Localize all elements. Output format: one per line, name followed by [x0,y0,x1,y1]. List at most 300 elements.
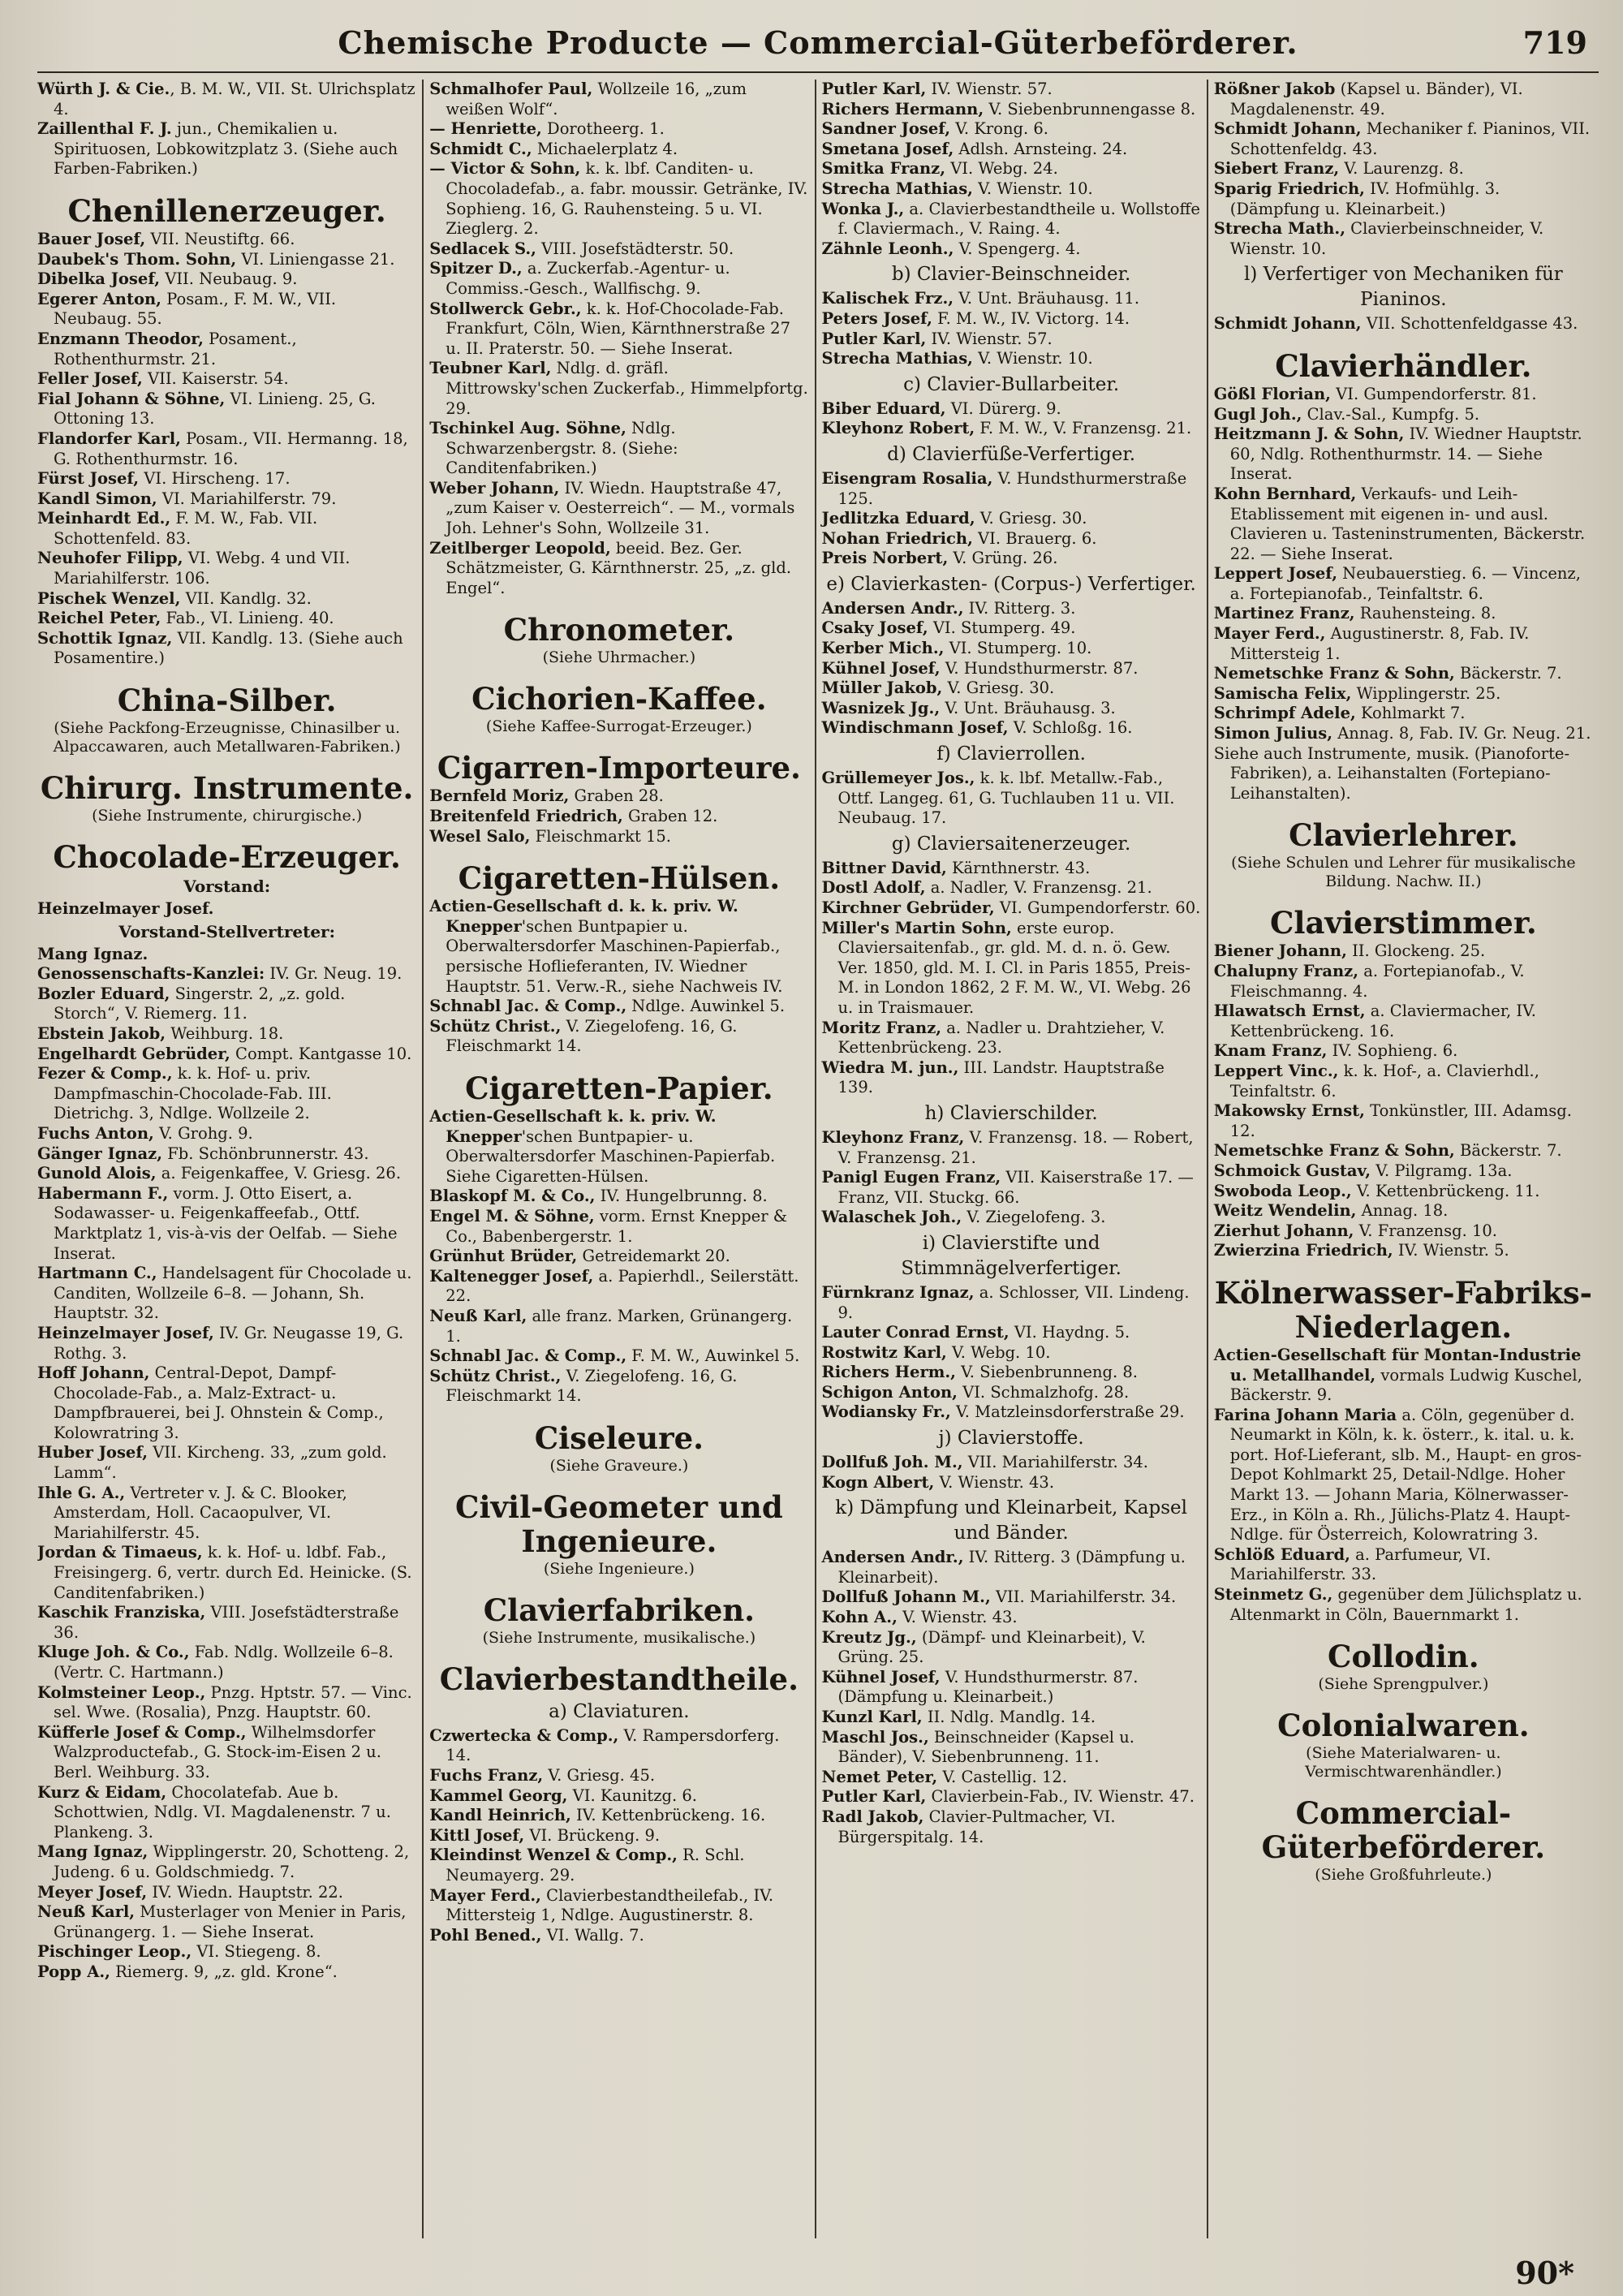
directory-entry [822,718,1201,739]
section-heading: Clavierlehrer. [1289,817,1518,854]
directory-entry [1214,1002,1593,1041]
directory-entry [37,330,416,369]
entry-name: Spitzer D., [429,259,523,278]
directory-entry [429,1766,808,1786]
entry-name: Schrimpf Adele, [1213,704,1356,723]
directory-entry [1214,1161,1593,1182]
entry-details: IV. Wiedner Hauptstr. 60, Ndlg. Rothenthurmstr. 14. — Siehe Inserat. [1229,424,1582,484]
entry-details: V. Grüng. 26. [948,549,1058,568]
column-3 [815,80,1207,2238]
directory-entry [37,1683,416,1723]
directory-entry [822,1807,1201,1847]
directory-entry [822,1363,1201,1383]
entry-name: Fürst Josef, [37,469,140,489]
directory-entry [37,80,416,119]
entry-name: Smetana Josef, [821,139,954,158]
entry-name: Schmoick Gustav, [1213,1161,1371,1180]
directory-entry [429,1726,808,1766]
directory-entry [429,1826,808,1846]
directory-entry [822,769,1201,829]
directory-entry [1214,1201,1593,1221]
entry-name: Andersen Andr., [821,598,964,618]
entry-name: Breitenfeld Friedrich, [429,807,623,826]
entry-name: Wonka J., [821,199,905,218]
directory-entry [822,1402,1201,1423]
section-heading: Clavierhändler. [1275,347,1532,384]
directory-entry [429,419,808,479]
directory-entry [822,529,1201,549]
directory-entry [822,1058,1201,1098]
section-heading: Chronometer. [503,612,735,648]
directory-entry [37,1164,416,1184]
entry-details: Annag. 18. [1356,1201,1449,1221]
entry-details: a. Parfumeur, VI. Mariahilferstr. 33. [1229,1544,1492,1584]
entry-details: V. Ziegelofeng. 16, G. Fleischmarkt 14. [446,1016,738,1056]
entry-name: Kaltenegger Josef, [429,1266,594,1286]
page-header [37,19,1599,73]
entry-name: Kühnel Josef, [821,1667,941,1686]
entry-details: VI. Mariahilferstr. 79. [157,489,337,508]
entry-name: Putler Karl, [821,80,927,98]
entry-details: k. k. Hof-, a. Clavierhdl., Teinfaltstr. 6. [1229,1061,1539,1101]
entry-details: F. M. W., Fab. VII. Schottenfeld. 83. [54,509,318,548]
entry-details: IV. Wienstr. 5. [1393,1241,1509,1260]
entry-details: Ndlg. d. gräfl. Mittrowsky'schen Zuckerfab., Himmelpfortg. 29. [446,359,808,418]
entry-name: Engel M. & Söhne, [429,1206,595,1226]
office-label: Vorstand: [183,877,271,897]
entry-details: erste europ. Claviersaitenfab., gr. gld. M. d. n. ö. Gew. Ver. 1850, gld. M. I. Cl. in Paris 1855, Preis-M. in London 1862, 2 F. M. W., VI. Webg. 26 u. in Traismauer. [837,918,1191,1017]
entry-name: Kühnel Josef, [821,658,941,678]
directory-entry [37,1324,416,1363]
directory-entry [37,609,416,629]
page-number: 719 [1522,24,1587,61]
entry-details: V. Kettenbrückeng. 11. [1351,1181,1540,1200]
directory-entry [822,1473,1201,1493]
entry-name: Kurz & Eidam, [37,1782,167,1802]
entry-details: V. Franzensg. 18. — Robert, V. Franzensg. 21. [837,1127,1194,1167]
entry-details: Bäckerstr. 7. [1454,1141,1562,1161]
entry-details: Augustinerstr. 8, Fab. IV. Mittersteig 1. [1229,624,1530,663]
entry-details: a. Feigenkaffee, V. Griesg. 26. [156,1164,402,1183]
entry-details: V. Unt. Bräuhausg. 11. [954,289,1140,308]
entry-name: Mang Ignaz. [37,944,149,963]
entry-details: a. Cöln, gegenüber d. Neumarkt in Köln, k. k. österr., k. ital. u. k. port. Hof-Lieferant, slb. M., Haupt- en gros-Depot Kohlmarkt 25, Detail-Ndlge. Hoher Markt 13. — Johann Maria, Kölnerwasser-Erz., in Köln a. Rh., Jülichs-Platz 4. Haupt-Ndlge. für Österreich, Kolowratring 3. [1229,1405,1582,1544]
directory-entry [822,1343,1201,1363]
directory-entry [1214,962,1593,1002]
directory-entry [822,549,1201,569]
directory-entry [822,699,1201,719]
entry-details: VI. Stumperg. 49. [928,618,1076,638]
section-heading: Civil-Geometer und Ingenieure. [455,1488,783,1559]
entry-details: vorm. J. Otto Eisert, a. Sodawasser- u. Feigenkaffeefab., Ottf. Marktplatz 1, vis-à-vis der Oelfab. — Siehe Inserat. [54,1183,398,1263]
entry-name: Preis Norbert, [821,549,949,568]
entry-name: Schlöß Eduard, [1213,1544,1350,1564]
directory-entry [1214,1545,1593,1585]
entry-name: Andersen Andr., [821,1548,964,1567]
subsection-heading: b) Clavier-Beinschneider. [891,264,1131,286]
directory-entry [37,549,416,588]
entry-name: Actien-Gesellschaft d. k. k. priv. W. Knepper [429,897,738,936]
directory-entry [822,859,1201,879]
section-heading: Cigaretten-Papier. [465,1070,773,1106]
entry-name: Siebert Franz, [1213,159,1340,179]
directory-entry [429,1267,808,1307]
directory-entry [429,299,808,360]
directory-entry [1214,744,1593,804]
entry-name: Richers Hermann, [821,99,984,118]
entry-name: Gunold Alois, [37,1164,157,1183]
entry-name: Hartmann C., [37,1264,157,1283]
entry-name: Kirchner Gebrüder, [821,898,995,917]
directory-entry [1214,724,1593,744]
entry-name: Schütz Christ., [429,1016,562,1036]
directory-entry [822,1587,1201,1608]
entry-details: VI. Gumpendorferstr. 60. [994,898,1201,917]
cross-reference: (Siehe Instrumente, musikalische.) [482,1628,756,1647]
entry-name: Actien-Gesellschaft für Montan-Industrie u. Metallhandel, [1213,1345,1582,1385]
entry-name: Kolmsteiner Leop., [37,1682,206,1702]
entry-details: VII. Kaiserstr. 54. [142,369,289,389]
directory-entry [1214,1346,1593,1406]
cross-reference: (Siehe Kaffee-Surrogat-Erzeuger.) [485,717,752,736]
directory-entry [822,1383,1201,1403]
entry-name: Miller's Martin Sohn, [821,918,1012,937]
entry-details: VII. Kircheng. 33, „zum gold. Lamm“. [54,1443,387,1483]
entry-name: Ebstein Jakob, [37,1024,166,1043]
entry-details: Compt. Kantgasse 10. [230,1044,412,1063]
text-columns [37,80,1599,2238]
directory-entry [822,399,1201,420]
entry-details: a. Fortepianofab., V. Fleischmanng. 4. [1229,962,1525,1001]
entry-name: Dollfuß Johann M., [821,1587,991,1607]
entry-name: Kleindinst Wenzel & Comp., [429,1846,678,1865]
directory-entry [429,1017,808,1057]
entry-name: Putler Karl, [821,1787,927,1807]
entry-name: — Victor & Sohn, [429,159,581,179]
entry-details: VI. Hirscheng. 17. [139,469,291,489]
entry-name: Schnabl Jac. & Comp., [429,997,627,1016]
directory-entry [429,1207,808,1247]
directory-entry [37,899,416,920]
entry-details: V. Wienstr. 43. [934,1472,1055,1492]
cross-reference: (Siehe Ingenieure.) [543,1559,695,1578]
entry-details: VII. Kandlg. 13. (Siehe auch Posamentire.) [54,628,403,668]
entry-name: Schottik Ignaz, [37,628,173,648]
entry-name: Kohn Bernhard, [1213,484,1357,503]
entry-name: Müller Jakob, [821,678,943,698]
entry-details: Singerstr. 2, „z. gold. Storch“, V. Riemerg. 11. [54,984,346,1023]
section-heading: Clavierbestandtheile. [439,1661,799,1697]
entry-name: Kleyhonz Robert, [821,419,975,438]
entry-details: VI. Webg. 4 und VII. Mariahilferstr. 106. [54,549,351,588]
entry-details: V. Griesg. 30. [975,509,1087,528]
entry-name: Mayer Ferd., [1213,624,1326,644]
directory-entry [429,1367,808,1406]
entry-details: IV. Ritterg. 3 (Dämpfung u. Kleinarbeit). [837,1548,1186,1587]
entry-details: II. Ndlg. Mandlg. 14. [922,1708,1096,1726]
entry-details: , B. M. W., VII. St. Ulrichsplatz 4. [54,80,415,118]
directory-entry [822,200,1201,239]
directory-entry [822,1283,1201,1323]
entry-details: R. Schl. Neumayerg. 29. [446,1846,745,1885]
entry-details: Kohlmarkt 7. [1355,704,1466,723]
directory-entry [1214,1182,1593,1202]
directory-entry [37,509,416,549]
entry-details: Wipplingerstr. 20, Schotteng. 2, Judeng. 6 u. Goldschmiedg. 7. [54,1842,410,1881]
directory-entry [822,599,1201,619]
directory-entry [429,786,808,807]
entry-name: Sparig Friedrich, [1213,179,1365,198]
entry-name: Schmidt Johann, [1213,119,1362,139]
directory-entry [1214,1101,1593,1141]
directory-entry [1214,219,1593,259]
entry-details: V. Castellig. 12. [937,1767,1067,1786]
entry-name: Kogn Albert, [821,1472,935,1492]
directory-entry [37,945,416,965]
entry-details: Wilhelmsdorfer Walzproductefab., G. Stock-im-Eisen 2 u. Berl. Weihburg. 33. [54,1722,381,1781]
entry-name: Fürnkranz Ignaz, [821,1282,975,1302]
entry-details: V. Laurenzg. 8. [1339,159,1464,179]
directory-entry [822,659,1201,679]
entry-details: a. Papierhdl., Seilerstätt. 22. [446,1266,799,1306]
directory-entry [37,1264,416,1324]
entry-name: Pischinger Leop., [37,1942,192,1962]
directory-entry [1214,704,1593,724]
directory-entry [37,1144,416,1165]
entry-name: Strecha Mathias, [821,179,973,198]
entry-details: VI. Stumperg. 10. [944,639,1092,658]
entry-name: Panigl Eugen Franz, [821,1168,1001,1187]
entry-name: Zähnle Leonh., [821,239,954,258]
entry-name: Strecha Math., [1213,219,1345,239]
entry-details: Verkaufs- und Leih-Etablissement mit eigenen in- und ausl. Clavieren u. Tasteninstrumenten, Bäckerstr. 22. — Siehe Inserat. [1229,484,1586,563]
entry-name: Dollfuß Joh. M., [821,1453,963,1472]
section-heading: Cichorien-Kaffee. [471,681,767,717]
entry-details: Annag. 8, Fab. IV. Gr. Neug. 21. [1332,724,1591,743]
subsection-heading: c) Clavier-Bullarbeiter. [903,373,1120,395]
entry-name: Pohl Bened., [429,1925,542,1945]
cross-reference: (Siehe Packfong-Erzeugnisse, Chinasilber u. Alpaccawaren, auch Metallwaren-Fabriken.) [53,719,401,756]
column-2 [422,80,814,2238]
entry-name: Strecha Mathias, [821,349,973,368]
directory-entry [1214,405,1593,425]
entry-details: VII. Kaiserstraße 17. — Franz, VII. Stuckg. 66. [837,1168,1194,1207]
entry-details: Clavierbein-Fab., IV. Wienstr. 47. [926,1787,1195,1807]
entry-details: IV. Gr. Neug. 19. [265,964,403,984]
directory-entry [1214,485,1593,564]
directory-entry [1214,385,1593,405]
directory-entry [429,1307,808,1346]
directory-entry [1214,314,1593,334]
entry-details: VI. Haydng. 5. [1009,1323,1130,1342]
entry-name: Küfferle Josef & Comp., [37,1722,247,1742]
entry-name: Zwierzina Friedrich, [1213,1241,1393,1260]
entry-name: Kunzl Karl, [821,1708,923,1726]
directory-entry [37,469,416,489]
entry-name: Kammel Georg, [429,1786,568,1805]
directory-entry [1214,1141,1593,1161]
directory-entry [1214,604,1593,624]
directory-entry [1214,1241,1593,1261]
entry-details: Kärnthnerstr. 43. [946,858,1091,877]
entry-name: Martinez Franz, [1213,604,1355,623]
entry-details: Adlsh. Arnsteing. 24. [954,139,1128,158]
subsection-heading: l) Verfertiger von Mechaniken für Pianinos. [1243,264,1563,311]
entry-name: Nemetschke Franz & Sohn, [1213,664,1455,683]
entry-name: Lauter Conrad Ernst, [821,1323,1010,1342]
entry-name: Wodiansky Fr., [821,1402,951,1422]
entry-name: Hlawatsch Ernst, [1213,1002,1366,1021]
directory-entry [429,1346,808,1367]
entry-name: Grüllemeyer Jos., [821,769,975,788]
directory-entry [822,119,1201,140]
directory-entry [429,807,808,827]
entry-details: Ndlge. Auwinkel 5. [626,997,786,1016]
entry-name: Jordan & Timaeus, [37,1543,203,1562]
directory-entry [822,878,1201,898]
entry-details: a. Zuckerfab.-Agentur- u. Commiss.-Gesch., Wallfischg. 9. [446,259,730,298]
directory-entry [1214,624,1593,664]
directory-entry [822,1708,1201,1728]
entry-details: 'schen Buntpapier- u. Oberwaltersdorfer Maschinen-Papierfab. Siehe Cigaretten-Hülsen. [446,1126,776,1186]
directory-entry [37,1184,416,1264]
entry-name: Flandorfer Karl, [37,429,181,448]
subsection-heading: e) Clavierkasten- (Corpus-) Verfertiger. [826,573,1196,595]
entry-name: Kerber Mich., [821,639,945,658]
directory-entry [822,618,1201,639]
directory-entry [429,479,808,539]
entry-details: Musterlager von Menier in Paris, Grünangerg. 1. — Siehe Inserat. [54,1902,407,1941]
entry-name: Wiedra M. jun., [821,1058,959,1077]
entry-details: Vertreter v. J. & C. Blooker, Amsterdam, Holl. Cacaopulver, VI. Mariahilferstr. 45. [54,1483,347,1542]
entry-details: Clavierbeinschneider, V. Wienstr. 10. [1229,219,1544,258]
section-heading: Ciseleure. [534,1419,704,1456]
entry-details: VI. Brückeng. 9. [524,1825,661,1845]
entry-name: Farina Johann Maria [1213,1405,1397,1424]
entry-details: V. Wienstr. 10. [972,349,1093,368]
entry-details: gegenüber dem Jülichsplatz u. Altenmarkt in Cöln, Bauernmarkt 1. [1229,1585,1582,1624]
entry-details: VII. Schottenfeldgasse 43. [1361,314,1578,334]
entry-name: Kohn A., [821,1608,898,1627]
directory-entry [37,489,416,510]
entry-details: V. Ziegelofeng. 3. [962,1208,1106,1227]
entry-name: Kandl Heinrich, [429,1806,571,1825]
section-heading: Kölnerwasser-Fabriks-Niederlagen. [1214,1274,1593,1345]
directory-entry [822,289,1201,309]
directory-entry [822,1728,1201,1768]
entry-name: Simon Julius, [1213,724,1333,743]
directory-entry [37,290,416,330]
directory-entry [429,1886,808,1926]
directory-entry [822,1628,1201,1668]
entry-name: Samischa Felix, [1213,683,1352,703]
entry-details: VI. Gumpendorferstr. 81. [1330,384,1537,403]
entry-name: Fial Johann & Söhne, [37,389,226,408]
directory-entry [37,629,416,669]
entry-name: Ihle G. A., [37,1483,126,1502]
entry-name: Engelhardt Gebrüder, [37,1044,230,1063]
entry-details: V. Krong. 6. [950,119,1048,139]
directory-entry [822,159,1201,179]
entry-name: Walaschek Joh., [821,1208,962,1227]
directory-entry [37,429,416,469]
entry-details: a. Nadler, V. Franzensg. 21. [925,878,1152,898]
directory-entry [37,269,416,290]
entry-details: Michaelerplatz 4. [532,139,678,158]
entry-name: Daubek's Thom. Sohn, [37,249,237,269]
directory-entry [429,140,808,160]
entry-details: VII. Mariahilferstr. 34. [990,1587,1177,1607]
directory-entry [822,239,1201,260]
entry-name: Bozler Eduard, [37,984,170,1003]
entry-details: Rauhensteing. 8. [1354,604,1496,623]
entry-details: Beinschneider (Kapsel u. Bänder), V. Siebenbrunneng. 11. [837,1727,1134,1767]
entry-details: k. k. Hof- u. ldbf. Fab., Freisingerg. 6, vertr. durch Ed. Heinicke. (S. Canditenfabriken.) [54,1543,412,1602]
directory-entry [822,179,1201,200]
directory-entry [1214,1041,1593,1062]
column-4 [1207,80,1599,2238]
directory-entry [1214,424,1593,485]
entry-name: Richers Herm., [821,1363,956,1382]
section-heading: Collodin. [1328,1639,1479,1675]
directory-entry [822,469,1201,509]
entry-name: Actien-Gesellschaft k. k. priv. W. Knepper [429,1106,717,1146]
directory-entry [37,230,416,250]
entry-details: IV. Kettenbrückeng. 16. [570,1806,766,1825]
entry-details: Graben 28. [569,786,664,806]
entry-details: V. Siebenbrunnengasse 8. [984,99,1196,118]
entry-details: a. Nadler u. Drahtzieher, V. Kettenbrückeng. 23. [837,1018,1165,1058]
subsection-heading: d) Clavierfüße-Verfertiger. [887,443,1136,465]
entry-details: Tonkünstler, III. Adamsg. 12. [1229,1101,1572,1140]
entry-details: V. Rampersdorferg. 14. [446,1725,780,1765]
directory-entry [429,1107,808,1187]
office-label: Vorstand-Stellvertreter: [118,921,335,941]
directory-entry [37,1962,416,1983]
entry-name: Kalischek Frz., [821,289,954,308]
directory-entry [822,419,1201,439]
directory-entry [37,250,416,270]
directory-entry [1214,941,1593,962]
entry-name: Meyer Josef, [37,1882,148,1902]
entry-details: Clavierbestandtheilefab., IV. Mittersteig 1, Ndlge. Augustinerstr. 8. [446,1885,774,1925]
directory-entry [822,509,1201,529]
directory-entry [429,119,808,140]
directory-entry [822,1019,1201,1058]
entry-details: Wipplingerstr. 25. [1351,683,1501,703]
entry-details: V. Franzensg. 10. [1354,1221,1497,1240]
directory-entry [1214,1221,1593,1242]
directory-entry [822,330,1201,350]
entry-name: Egerer Anton, [37,289,161,308]
directory-entry [1214,179,1593,219]
entry-details: Graben 12. [622,807,718,826]
entry-name: Steinmetz G., [1213,1585,1333,1605]
entry-name: Kittl Josef, [429,1825,525,1845]
entry-name: Meinhardt Ed., [37,509,171,528]
directory-entry [429,1806,808,1826]
directory-entry [37,589,416,610]
section-heading: Chenillenerzeuger. [67,192,386,229]
entry-details: vorm. Ernst Knepper & Co., Babenbergerstr. 1. [446,1206,788,1246]
section-heading: Commercial-Güterbeförderer. [1261,1795,1546,1866]
entry-details: IV. Wienstr. 57. [926,80,1053,98]
entry-name: Wasnizek Jg., [821,698,941,717]
section-heading: Chirurg. Instrumente. [40,770,414,807]
cross-reference: (Siehe Materialwaren- u. Vermischtwarenhändler.) [1305,1744,1502,1781]
entry-details: Weihburg. 18. [166,1024,284,1043]
entry-details: Chocolatefab. Aue b. Schottwien, Ndlg. VI. Magdalenenstr. 7 u. Plankeng. 3. [54,1782,391,1842]
